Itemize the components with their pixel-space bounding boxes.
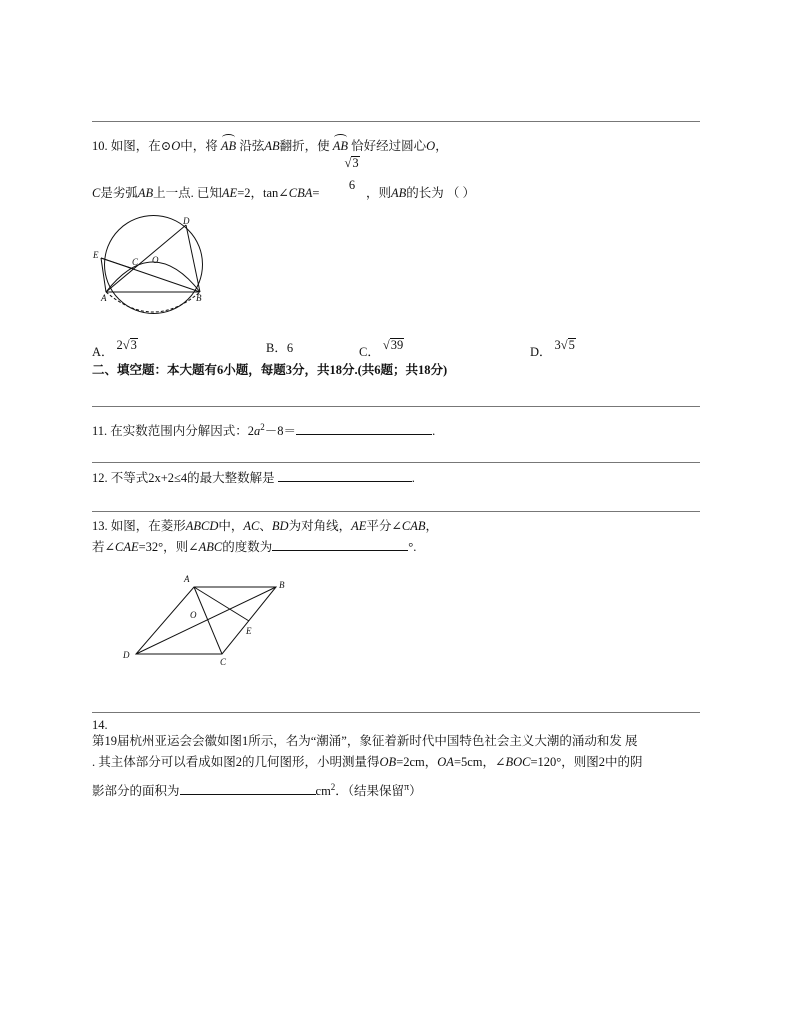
- section-2-heading: 二、填空题：本大题有6小题，每题3分，共18分.(共6题；共18分): [92, 363, 448, 377]
- divider-q14: [92, 712, 700, 713]
- q10-fraction: √3 6: [344, 156, 359, 192]
- q11-answer-blank[interactable]: [296, 422, 432, 435]
- q14-line1: 第19届杭州亚运会会徽如图1所示，名为“潮涌”，象征着新时代中国特色社会主义大潮的涌动和发 展: [92, 734, 638, 748]
- label-a: A: [101, 293, 107, 303]
- q13-rhombus-figure: [118, 570, 298, 670]
- divider-q13: [92, 511, 700, 512]
- diagonal-ac: [194, 587, 222, 654]
- label-b: B: [196, 293, 202, 303]
- q10-option-a[interactable]: A． 2√3: [92, 338, 137, 359]
- q12: 12. 不等式2x+2≤4的最大整数解是 .: [92, 471, 415, 485]
- q10-option-d[interactable]: D． 3√5: [530, 338, 575, 359]
- label-o: O: [190, 610, 197, 620]
- q10-line2: C是劣弧AB上一点. 已知AE=2，tan∠CBA=: [92, 186, 320, 200]
- label-e: E: [93, 250, 99, 260]
- minor-arc-dashed: [106, 292, 200, 312]
- divider-q11: [92, 406, 700, 407]
- q14-line2: . 其主体部分可以看成如图2的几何图形，小明测量得OB=2cm，OA=5cm，∠BOC=120°，则图2中的阴: [92, 755, 643, 769]
- q14-line3: 影部分的面积为 $cm^2$．（结果保留$^\pi$）: [92, 782, 422, 799]
- q11: 11. 在实数范围内分解因式：$2a^2-8=$ .: [92, 422, 436, 439]
- q10-option-c[interactable]: C． √39: [359, 338, 404, 359]
- label-o: O: [152, 255, 159, 265]
- arc-ab-2: AB: [333, 134, 348, 154]
- q13-line1: 13. 如图，在菱形ABCD中，AC、BD为对角线，AE平分∠CAB，: [92, 519, 438, 533]
- label-d: D: [183, 216, 190, 226]
- label-c: C: [132, 257, 139, 267]
- q14-number: 14.: [92, 718, 108, 732]
- diagonal-bd: [136, 587, 276, 654]
- q10-circle-figure: [92, 214, 217, 319]
- label-b: B: [279, 580, 285, 590]
- label-e: E: [246, 626, 252, 636]
- q10-line1: 10. 如图，在⊙O中，将 AB 沿弦AB翻折，使 AB 恰好经过圆心O，: [92, 134, 448, 154]
- label-c: C: [220, 657, 227, 667]
- q12-answer-blank[interactable]: [278, 469, 412, 482]
- divider-top: [92, 121, 700, 122]
- label-a: A: [184, 574, 190, 584]
- q10-line2-end: ，则AB的长为 （ ）: [366, 186, 476, 200]
- arc-ab-1: AB: [221, 134, 236, 154]
- q10-option-b[interactable]: B．6: [266, 341, 294, 355]
- segment-ce: [101, 258, 134, 269]
- divider-q12: [92, 462, 700, 463]
- label-d: D: [123, 650, 130, 660]
- q14-answer-blank[interactable]: [180, 782, 316, 795]
- segment-ad: [106, 225, 186, 292]
- q13-answer-blank[interactable]: [272, 538, 408, 551]
- q13-line2: 若∠CAE=32°，则∠ABC的度数为 °.: [92, 540, 417, 554]
